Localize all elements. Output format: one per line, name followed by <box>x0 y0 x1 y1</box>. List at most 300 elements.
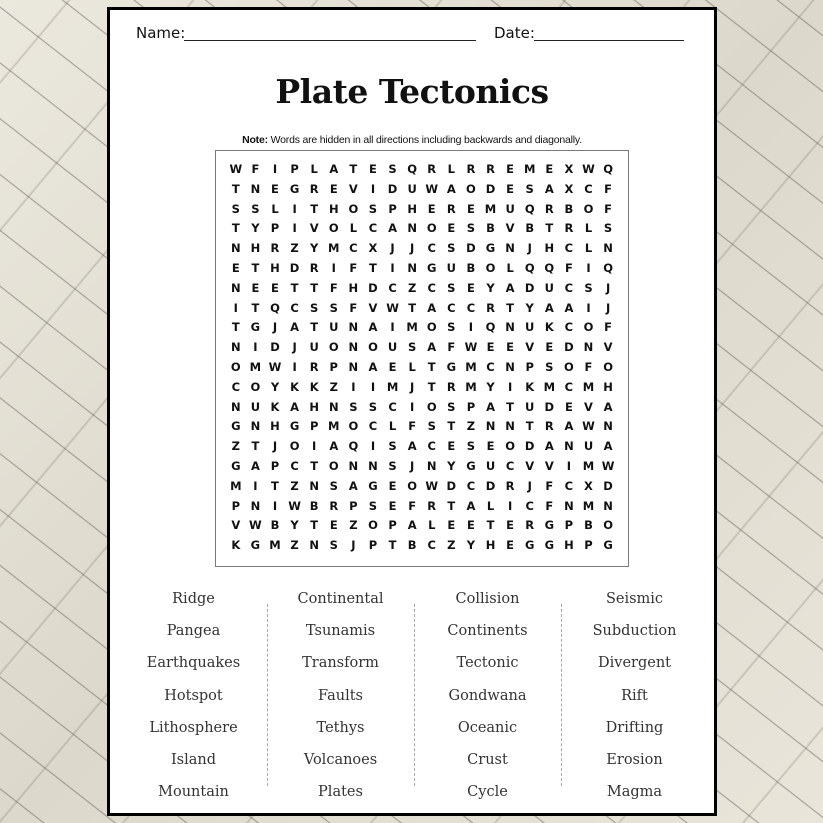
grid-letter[interactable]: O <box>505 439 515 454</box>
grid-letter[interactable]: N <box>368 458 378 473</box>
grid-letter[interactable]: F <box>584 359 593 374</box>
grid-letter[interactable]: O <box>328 458 339 473</box>
grid-letter[interactable]: I <box>253 478 258 493</box>
grid-letter[interactable]: G <box>250 538 261 553</box>
grid-letter[interactable]: A <box>329 439 339 454</box>
grid-letter[interactable]: J <box>410 241 415 256</box>
grid-letter[interactable]: S <box>388 439 397 454</box>
grid-letter[interactable]: H <box>348 280 359 295</box>
grid-letter[interactable]: D <box>524 439 535 454</box>
grid-letter[interactable]: O <box>368 340 378 355</box>
grid-letter[interactable]: E <box>506 518 515 533</box>
grid-letter[interactable]: U <box>387 340 398 355</box>
grid-letter[interactable]: E <box>466 518 475 533</box>
grid-letter[interactable]: K <box>290 379 300 394</box>
grid-letter[interactable]: T <box>369 260 377 275</box>
grid-letter[interactable]: N <box>348 320 359 335</box>
grid-letter[interactable]: W <box>288 498 301 513</box>
grid-letter[interactable]: I <box>351 379 356 394</box>
grid-letter[interactable]: G <box>231 458 241 473</box>
grid-letter[interactable]: S <box>368 498 378 513</box>
grid-letter[interactable]: U <box>309 340 319 355</box>
grid-letter[interactable]: X <box>564 162 574 176</box>
grid-letter[interactable]: H <box>407 201 417 216</box>
grid-letter[interactable]: Y <box>525 300 534 315</box>
grid-letter[interactable]: D <box>466 241 476 256</box>
grid-letter[interactable]: R <box>505 478 515 493</box>
grid-letter[interactable]: Y <box>251 221 260 236</box>
grid-letter[interactable]: L <box>447 162 455 176</box>
grid-letter[interactable]: E <box>545 162 554 176</box>
grid-letter[interactable]: Q <box>270 300 280 315</box>
grid-letter[interactable]: E <box>271 280 279 295</box>
grid-letter[interactable]: M <box>269 538 281 553</box>
grid-letter[interactable]: T <box>388 538 397 553</box>
grid-letter[interactable]: V <box>505 221 515 236</box>
grid-letter[interactable]: S <box>231 201 240 216</box>
grid-letter[interactable]: Y <box>447 458 456 473</box>
grid-letter[interactable]: E <box>466 280 475 295</box>
grid-letter[interactable]: C <box>584 181 593 196</box>
grid-letter[interactable]: M <box>582 379 595 394</box>
grid-letter[interactable]: X <box>564 181 574 196</box>
grid-letter[interactable]: O <box>426 221 437 236</box>
grid-letter[interactable]: B <box>525 221 535 236</box>
grid-letter[interactable]: I <box>253 340 258 355</box>
grid-letter[interactable]: I <box>370 439 376 454</box>
grid-letter[interactable]: G <box>485 241 496 256</box>
grid-letter[interactable]: V <box>231 518 241 533</box>
grid-letter[interactable]: T <box>310 320 319 335</box>
grid-letter[interactable]: A <box>544 300 554 315</box>
grid-letter[interactable]: I <box>331 260 336 275</box>
grid-letter[interactable]: P <box>270 458 280 473</box>
grid-letter[interactable]: E <box>506 162 515 176</box>
grid-letter[interactable]: A <box>388 221 397 236</box>
grid-letter[interactable]: J <box>272 320 278 335</box>
grid-letter[interactable]: S <box>329 478 338 493</box>
grid-letter[interactable]: W <box>229 162 243 176</box>
grid-letter[interactable]: V <box>584 399 593 414</box>
grid-letter[interactable]: N <box>328 399 339 414</box>
grid-letter[interactable]: E <box>564 399 573 414</box>
grid-letter[interactable]: A <box>544 181 554 196</box>
grid-letter[interactable]: T <box>506 300 515 315</box>
grid-letter[interactable]: D <box>387 181 398 196</box>
grid-letter[interactable]: V <box>525 458 535 473</box>
grid-letter[interactable]: F <box>251 162 260 176</box>
grid-letter[interactable]: S <box>349 399 358 414</box>
grid-letter[interactable]: N <box>348 359 359 374</box>
grid-letter[interactable]: Y <box>270 379 280 394</box>
grid-letter[interactable]: A <box>427 300 437 315</box>
grid-letter[interactable]: U <box>525 320 535 335</box>
grid-letter[interactable]: M <box>484 201 497 216</box>
grid-letter[interactable]: Q <box>524 201 535 216</box>
grid-letter[interactable]: N <box>564 498 574 513</box>
grid-letter[interactable]: F <box>545 498 554 513</box>
grid-letter[interactable]: R <box>525 518 535 533</box>
grid-letter[interactable]: C <box>505 458 515 473</box>
grid-letter[interactable]: R <box>270 241 280 256</box>
grid-letter[interactable]: S <box>545 359 554 374</box>
grid-letter[interactable]: E <box>329 518 338 533</box>
grid-letter[interactable]: T <box>447 498 456 513</box>
grid-letter[interactable]: F <box>564 260 573 275</box>
grid-letter[interactable]: R <box>446 379 456 394</box>
grid-letter[interactable]: A <box>603 439 613 454</box>
grid-letter[interactable]: F <box>545 478 554 493</box>
grid-letter[interactable]: L <box>349 221 358 236</box>
grid-letter[interactable]: A <box>466 498 476 513</box>
grid-letter[interactable]: U <box>525 399 535 414</box>
grid-letter[interactable]: C <box>486 359 495 374</box>
grid-letter[interactable]: S <box>466 439 476 454</box>
grid-letter[interactable]: Q <box>485 320 496 335</box>
grid-letter[interactable]: I <box>390 260 395 275</box>
grid-letter[interactable]: I <box>410 399 415 414</box>
grid-letter[interactable]: T <box>506 399 515 414</box>
grid-letter[interactable]: P <box>584 538 593 553</box>
grid-letter[interactable]: Y <box>310 241 319 256</box>
grid-letter[interactable]: R <box>446 201 456 216</box>
grid-letter[interactable]: S <box>310 300 319 315</box>
grid-letter[interactable]: N <box>505 419 515 434</box>
grid-letter[interactable]: S <box>388 162 397 176</box>
grid-letter[interactable]: R <box>309 260 319 275</box>
grid-letter[interactable]: A <box>290 399 300 414</box>
grid-letter[interactable]: M <box>465 379 477 394</box>
grid-letter[interactable]: W <box>601 458 615 473</box>
grid-letter[interactable]: G <box>368 478 378 493</box>
grid-letter[interactable]: G <box>250 320 261 335</box>
grid-letter[interactable]: O <box>348 201 359 216</box>
grid-letter[interactable]: A <box>544 439 554 454</box>
grid-letter[interactable]: Z <box>231 439 240 454</box>
grid-letter[interactable]: T <box>408 300 417 315</box>
grid-letter[interactable]: A <box>250 458 260 473</box>
grid-letter[interactable]: I <box>586 300 591 315</box>
grid-letter[interactable]: E <box>486 340 495 355</box>
grid-letter[interactable]: I <box>292 359 297 374</box>
grid-letter[interactable]: N <box>407 221 417 236</box>
grid-letter[interactable]: C <box>564 241 574 256</box>
grid-letter[interactable]: R <box>486 300 495 315</box>
grid-letter[interactable]: B <box>270 518 280 533</box>
grid-letter[interactable]: Q <box>544 260 555 275</box>
date-blank-line[interactable] <box>534 40 684 41</box>
grid-letter[interactable]: A <box>446 181 456 196</box>
grid-letter[interactable]: O <box>466 181 476 196</box>
grid-letter[interactable]: C <box>447 300 456 315</box>
grid-letter[interactable]: L <box>388 419 397 434</box>
grid-letter[interactable]: F <box>604 201 612 216</box>
grid-letter[interactable]: S <box>447 241 456 256</box>
grid-letter[interactable]: A <box>427 340 437 355</box>
grid-letter[interactable]: D <box>485 478 496 493</box>
grid-letter[interactable]: K <box>270 399 280 414</box>
grid-letter[interactable]: N <box>309 478 319 493</box>
grid-letter[interactable]: A <box>368 320 378 335</box>
grid-letter[interactable]: A <box>348 478 358 493</box>
grid-letter[interactable]: S <box>584 280 593 295</box>
grid-letter[interactable]: A <box>290 320 300 335</box>
grid-letter[interactable]: O <box>328 221 339 236</box>
grid-letter[interactable]: R <box>544 419 554 434</box>
grid-letter[interactable]: E <box>447 439 456 454</box>
name-blank-line[interactable] <box>184 40 476 41</box>
grid-letter[interactable]: C <box>427 439 436 454</box>
grid-letter[interactable]: Z <box>329 379 338 394</box>
grid-letter[interactable]: J <box>351 538 356 553</box>
grid-letter[interactable]: J <box>605 280 611 295</box>
grid-letter[interactable]: E <box>447 221 456 236</box>
grid-letter[interactable]: S <box>447 399 456 414</box>
grid-letter[interactable]: C <box>525 498 534 513</box>
grid-letter[interactable]: A <box>407 439 417 454</box>
grid-letter[interactable]: N <box>230 280 241 295</box>
grid-letter[interactable]: M <box>230 478 242 493</box>
grid-letter[interactable]: H <box>544 241 555 256</box>
grid-letter[interactable]: V <box>368 300 378 315</box>
grid-letter[interactable]: O <box>583 201 594 216</box>
grid-letter[interactable]: W <box>425 478 439 493</box>
grid-letter[interactable]: U <box>505 201 515 216</box>
grid-letter[interactable]: T <box>310 458 319 473</box>
grid-letter[interactable]: Q <box>603 260 613 275</box>
grid-letter[interactable]: P <box>368 538 378 553</box>
grid-letter[interactable]: Z <box>349 518 358 533</box>
grid-letter[interactable]: U <box>446 260 456 275</box>
grid-letter[interactable]: X <box>368 241 378 256</box>
grid-letter[interactable]: Z <box>447 538 456 553</box>
grid-letter[interactable]: N <box>230 340 241 355</box>
grid-letter[interactable]: E <box>388 359 397 374</box>
grid-letter[interactable]: M <box>406 320 418 335</box>
grid-letter[interactable]: A <box>329 162 339 176</box>
grid-letter[interactable]: A <box>564 419 574 434</box>
grid-letter[interactable]: N <box>583 340 594 355</box>
grid-letter[interactable]: D <box>564 340 574 355</box>
grid-letter[interactable]: Q <box>407 162 418 176</box>
grid-letter[interactable]: N <box>230 241 241 256</box>
grid-letter[interactable]: N <box>407 260 417 275</box>
grid-letter[interactable]: T <box>271 478 279 493</box>
grid-letter[interactable]: I <box>370 379 376 394</box>
grid-letter[interactable]: S <box>407 340 417 355</box>
grid-letter[interactable]: C <box>349 241 358 256</box>
grid-letter[interactable]: C <box>466 478 476 493</box>
grid-letter[interactable]: J <box>410 458 415 473</box>
grid-letter[interactable]: D <box>446 478 457 493</box>
grid-letter[interactable]: L <box>271 201 279 216</box>
grid-letter[interactable]: P <box>309 419 319 434</box>
grid-letter[interactable]: W <box>464 340 478 355</box>
grid-letter[interactable]: H <box>270 419 280 434</box>
grid-letter[interactable]: F <box>349 260 358 275</box>
grid-letter[interactable]: A <box>505 280 515 295</box>
grid-letter[interactable]: E <box>447 518 456 533</box>
grid-letter[interactable]: G <box>289 181 300 196</box>
grid-letter[interactable]: G <box>544 538 555 553</box>
grid-letter[interactable]: L <box>486 498 495 513</box>
grid-letter[interactable]: J <box>272 439 278 454</box>
grid-letter[interactable]: N <box>348 340 359 355</box>
grid-letter[interactable]: O <box>603 518 613 533</box>
grid-letter[interactable]: C <box>290 300 299 315</box>
grid-letter[interactable]: I <box>272 498 278 513</box>
grid-letter[interactable]: E <box>369 162 377 176</box>
grid-letter[interactable]: T <box>427 359 436 374</box>
grid-letter[interactable]: D <box>544 399 555 414</box>
grid-letter[interactable]: O <box>368 518 378 533</box>
grid-letter[interactable]: S <box>447 280 456 295</box>
grid-letter[interactable]: T <box>231 181 240 196</box>
grid-letter[interactable]: D <box>270 340 280 355</box>
grid-letter[interactable]: F <box>408 419 417 434</box>
grid-letter[interactable]: M <box>249 359 262 374</box>
grid-letter[interactable]: U <box>544 280 554 295</box>
grid-letter[interactable]: T <box>525 419 534 434</box>
grid-letter[interactable]: R <box>329 498 339 513</box>
grid-letter[interactable]: O <box>583 320 594 335</box>
grid-letter[interactable]: N <box>348 458 359 473</box>
grid-letter[interactable]: C <box>427 241 436 256</box>
grid-letter[interactable]: G <box>231 419 241 434</box>
grid-letter[interactable]: I <box>468 320 474 335</box>
grid-letter[interactable]: O <box>485 260 496 275</box>
grid-letter[interactable]: W <box>582 162 595 176</box>
grid-letter[interactable]: S <box>388 458 397 473</box>
grid-letter[interactable]: I <box>507 379 513 394</box>
grid-letter[interactable]: H <box>564 538 574 553</box>
grid-letter[interactable]: P <box>564 518 574 533</box>
grid-letter[interactable]: P <box>231 498 241 513</box>
grid-letter[interactable]: A <box>564 300 574 315</box>
grid-letter[interactable]: C <box>388 280 397 295</box>
grid-letter[interactable]: N <box>250 419 261 434</box>
grid-letter[interactable]: E <box>545 340 554 355</box>
grid-letter[interactable]: N <box>250 181 261 196</box>
grid-letter[interactable]: N <box>426 458 437 473</box>
grid-letter[interactable]: U <box>485 458 496 473</box>
grid-letter[interactable]: X <box>584 478 593 493</box>
grid-letter[interactable]: U <box>583 439 594 454</box>
grid-letter[interactable]: I <box>312 439 317 454</box>
grid-letter[interactable]: J <box>527 241 532 256</box>
grid-letter[interactable]: V <box>309 221 319 236</box>
grid-letter[interactable]: S <box>329 300 338 315</box>
grid-letter[interactable]: T <box>545 221 554 236</box>
grid-letter[interactable]: P <box>270 221 280 236</box>
grid-letter[interactable]: L <box>408 359 416 374</box>
grid-letter[interactable]: T <box>251 260 260 275</box>
grid-letter[interactable]: P <box>329 359 338 374</box>
grid-letter[interactable]: G <box>289 419 300 434</box>
grid-letter[interactable]: C <box>427 280 436 295</box>
grid-letter[interactable]: A <box>368 359 378 374</box>
grid-letter[interactable]: S <box>525 181 534 196</box>
grid-letter[interactable]: S <box>466 221 476 236</box>
grid-letter[interactable]: Y <box>290 518 299 533</box>
grid-letter[interactable]: N <box>603 241 613 256</box>
grid-letter[interactable]: L <box>310 162 318 176</box>
grid-letter[interactable]: N <box>230 399 241 414</box>
grid-letter[interactable]: S <box>447 320 456 335</box>
grid-letter[interactable]: S <box>427 419 436 434</box>
grid-letter[interactable]: W <box>386 300 399 315</box>
grid-letter[interactable]: C <box>466 300 476 315</box>
grid-letter[interactable]: I <box>272 162 278 176</box>
grid-letter[interactable]: N <box>505 359 515 374</box>
grid-letter[interactable]: T <box>310 518 319 533</box>
grid-letter[interactable]: P <box>388 201 397 216</box>
grid-letter[interactable]: T <box>349 162 358 176</box>
grid-letter[interactable]: W <box>268 359 282 374</box>
grid-letter[interactable]: B <box>309 498 319 513</box>
grid-letter[interactable]: P <box>525 359 534 374</box>
grid-letter[interactable]: N <box>505 320 515 335</box>
grid-letter[interactable]: M <box>465 359 477 374</box>
grid-letter[interactable]: N <box>485 419 496 434</box>
grid-letter[interactable]: W <box>249 518 262 533</box>
grid-letter[interactable]: N <box>564 439 574 454</box>
grid-letter[interactable]: E <box>486 439 495 454</box>
grid-letter[interactable]: H <box>270 260 280 275</box>
grid-letter[interactable]: A <box>603 399 613 414</box>
grid-letter[interactable]: N <box>250 498 261 513</box>
grid-letter[interactable]: Q <box>603 162 613 176</box>
grid-letter[interactable]: R <box>309 181 319 196</box>
grid-letter[interactable]: D <box>289 260 300 275</box>
grid-letter[interactable]: Y <box>486 280 495 295</box>
grid-letter[interactable]: K <box>544 320 554 335</box>
grid-letter[interactable]: E <box>251 280 260 295</box>
grid-letter[interactable]: Z <box>407 280 417 295</box>
grid-letter[interactable]: B <box>584 518 593 533</box>
grid-letter[interactable]: F <box>408 498 417 513</box>
grid-letter[interactable]: S <box>329 538 338 553</box>
grid-letter[interactable]: M <box>386 379 399 394</box>
grid-letter[interactable]: J <box>605 300 611 315</box>
grid-letter[interactable]: S <box>368 399 378 414</box>
grid-letter[interactable]: M <box>328 241 340 256</box>
grid-letter[interactable]: L <box>506 260 514 275</box>
grid-letter[interactable]: M <box>523 162 536 176</box>
grid-letter[interactable]: C <box>564 379 574 394</box>
grid-letter[interactable]: I <box>370 181 376 196</box>
grid-letter[interactable]: O <box>407 478 418 493</box>
grid-letter[interactable]: M <box>328 419 340 434</box>
grid-letter[interactable]: F <box>604 181 612 196</box>
grid-letter[interactable]: C <box>368 221 378 236</box>
grid-letter[interactable]: O <box>250 379 261 394</box>
grid-letter[interactable]: A <box>407 518 417 533</box>
grid-letter[interactable]: V <box>544 458 554 473</box>
grid-letter[interactable]: O <box>426 399 437 414</box>
grid-letter[interactable]: F <box>447 340 456 355</box>
grid-letter[interactable]: H <box>250 241 261 256</box>
grid-letter[interactable]: R <box>486 162 495 176</box>
grid-letter[interactable]: J <box>527 478 532 493</box>
grid-letter[interactable]: W <box>425 181 439 196</box>
grid-letter[interactable]: Y <box>466 538 476 553</box>
grid-letter[interactable]: I <box>292 221 297 236</box>
grid-letter[interactable]: M <box>582 498 595 513</box>
grid-letter[interactable]: S <box>603 221 613 236</box>
grid-letter[interactable]: G <box>466 458 476 473</box>
grid-letter[interactable]: M <box>543 379 556 394</box>
